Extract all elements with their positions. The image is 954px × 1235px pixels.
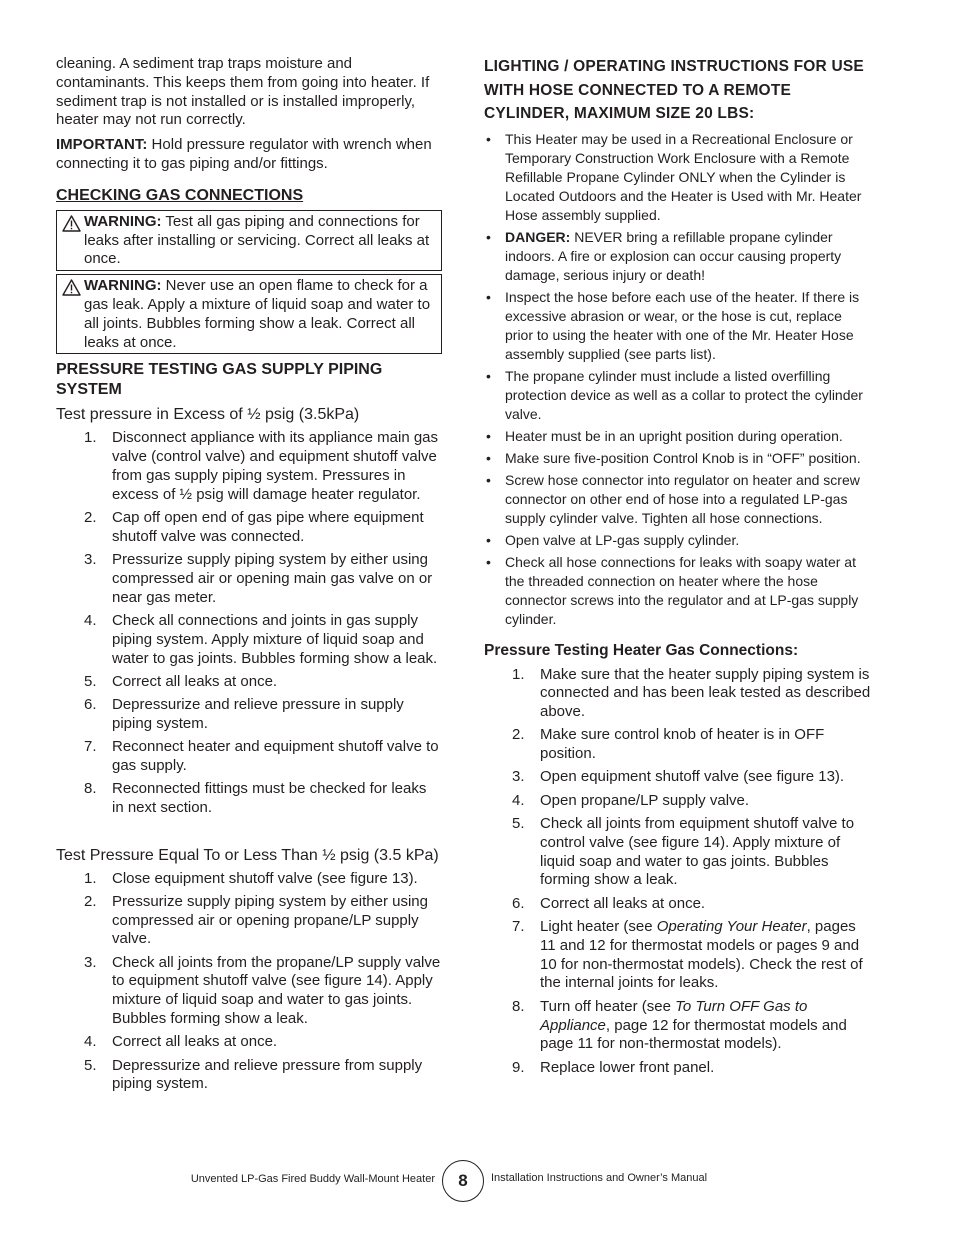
checking-heading: CHECKING GAS CONNECTIONS xyxy=(56,186,304,204)
left-column xyxy=(56,55,442,1099)
list-item xyxy=(56,551,442,607)
step-text: Open propane/LP supply valve. xyxy=(540,791,750,809)
bullet-icon: • xyxy=(486,531,491,548)
warning-box-1 xyxy=(56,210,442,271)
right-column xyxy=(484,55,872,1082)
pressure-heater-heading: Pressure Testing Heater Gas Connections: xyxy=(484,641,799,659)
footer-left-text: Unvented LP-Gas Fired Buddy Wall-Mount Heater xyxy=(190,1173,435,1185)
list-item xyxy=(56,429,442,504)
step-text: Check all connections and joints in gas supply piping system. Apply mixture of liquid soap and water to gas joints. Bubbles forming show a leak. xyxy=(112,612,438,667)
step-text: Pressurize supply piping system by either using compressed air or opening propane/LP supply valve. xyxy=(112,892,428,948)
warning2-label: WARNING: xyxy=(84,277,162,295)
list-item xyxy=(484,367,872,424)
bullet-text: Make sure five-position Control Knob is in “OFF” position. xyxy=(505,449,861,466)
step-text: Close equipment shutoff valve (see figure 13). xyxy=(112,869,418,887)
step-text: Check all joints from the propane/LP supply valve to equipment shutoff valve (see figure 14). Apply mixture of liquid soap and water to gas joints. Bubbles forming show a leak. xyxy=(112,953,441,1028)
step-text: Light heater (see xyxy=(540,918,657,936)
list-item xyxy=(56,870,442,889)
step-text: Depressurize and relieve pressure from supply piping system. xyxy=(112,1056,423,1093)
list-item xyxy=(484,531,872,550)
step-number: 8. xyxy=(84,780,97,798)
warning1-label: WARNING: xyxy=(84,212,162,230)
bullet-icon: • xyxy=(486,427,491,444)
list-item xyxy=(484,815,872,890)
list-item xyxy=(484,666,872,722)
bullet-text: This Heater may be used in a Recreational Enclosure or Temporary Construction Work Enclosure with a Remote Refillable Propane Cylinder ONLY when the Cylinder is Located Outdoors and the Heater is Used with Mr. Heater Hose assembly supplied. xyxy=(505,130,862,223)
step-text: Correct all leaks at once. xyxy=(112,1033,278,1051)
warning-triangle-icon xyxy=(62,215,81,238)
step-number: 3. xyxy=(512,768,525,786)
step-number: 1. xyxy=(84,429,97,447)
list-item xyxy=(484,449,872,468)
step-number: 3. xyxy=(84,551,97,569)
equal-subheading: Test Pressure Equal To or Less Than ½ psig (3.5 kPa) xyxy=(56,846,439,864)
step-number: 4. xyxy=(512,791,525,809)
list-item xyxy=(56,954,442,1029)
step-number: 1. xyxy=(84,869,97,887)
bullet-icon: • xyxy=(486,288,491,305)
page-number: 8 xyxy=(442,1160,484,1202)
step-text: Make sure control knob of heater is in OFF position. xyxy=(540,726,825,763)
step-text: , pages 11 and 12 for thermostat models or pages 9 and 10 for non-thermostat models). Check the rest of the internal joints for leaks. xyxy=(540,918,863,992)
excess-steps-list xyxy=(56,429,442,818)
step-text: Correct all leaks at once. xyxy=(112,672,278,690)
step-number: 5. xyxy=(84,1056,97,1074)
list-item xyxy=(484,895,872,914)
important-label: IMPORTANT: xyxy=(56,136,148,154)
intro-paragraph: cleaning. A sediment trap traps moisture and contaminants. This keeps them from going into heater. If sediment trap is not installed or is installed improperly, heater may not run correctly. xyxy=(56,55,430,129)
warning1-text: Test all gas piping and connections for leaks after installing or servicing. Correct all leaks at once. xyxy=(84,212,430,268)
bullet-text: Screw hose connector into regulator on heater and screw connector on other end of hose into a regulated LP-gas supply cylinder valve. Tighten all hose connections. xyxy=(505,471,860,526)
step-text: , page 12 for thermostat models and page 11 for non-thermostat models). xyxy=(540,1016,847,1053)
lighting-bullet-list xyxy=(484,130,872,629)
step-number: 8. xyxy=(512,997,525,1015)
step-number: 4. xyxy=(84,1033,97,1051)
step-text: Check all joints from equipment shutoff valve to control valve (see figure 14). Apply mixture of liquid soap and water to gas joints. Bubbles forming show a leak. xyxy=(540,815,855,889)
step-number: 6. xyxy=(512,894,525,912)
list-item xyxy=(56,673,442,692)
step-text-italic: Operating Your Heater xyxy=(656,918,807,936)
step-text: Replace lower front panel. xyxy=(540,1058,715,1076)
step-text: Cap off open end of gas pipe where equipment shutoff valve was connected. xyxy=(112,509,424,545)
step-text: Pressurize supply piping system by either using compressed air or opening main gas valve on or near gas meter. xyxy=(112,551,433,606)
step-number: 9. xyxy=(512,1058,525,1076)
step-number: 2. xyxy=(84,892,97,910)
list-item xyxy=(56,696,442,734)
step-number: 2. xyxy=(84,509,97,527)
step-text-italic: To Turn OFF Gas to Appliance xyxy=(540,997,808,1034)
list-item xyxy=(56,893,442,949)
important-text: Hold pressure regulator with wrench when connecting it to gas piping and/or fittings. xyxy=(56,136,432,172)
footer-right-text: Installation Instructions and Owner’s Manual xyxy=(491,1172,708,1184)
list-item xyxy=(56,1057,442,1095)
list-item xyxy=(484,427,872,446)
bullet-text: Check all hose connections for leaks with soapy water at the threaded connection on heater where the hose connector screws into the regulator and at LP-gas supply cylinder. xyxy=(505,553,859,627)
step-text: Reconnected fittings must be checked for leaks in next section. xyxy=(112,780,427,817)
list-item xyxy=(56,1033,442,1052)
bullet-icon: • xyxy=(486,228,491,245)
bullet-icon: • xyxy=(486,471,491,488)
page-footer xyxy=(0,1160,954,1204)
step-number: 5. xyxy=(84,672,97,690)
step-text: Correct all leaks at once. xyxy=(540,894,706,912)
step-number: 7. xyxy=(512,918,525,936)
list-item xyxy=(484,553,872,629)
pressure-testing-heading: PRESSURE TESTING GAS SUPPLY PIPING SYSTEM xyxy=(56,361,383,399)
step-number: 4. xyxy=(84,612,97,630)
bullet-label: DANGER: xyxy=(505,228,571,245)
excess-subheading: Test pressure in Excess of ½ psig (3.5kPa) xyxy=(56,406,360,424)
step-text: Open equipment shutoff valve (see figure 13). xyxy=(540,768,845,786)
list-item xyxy=(484,768,872,787)
list-item xyxy=(484,918,872,993)
step-text: Depressurize and relieve pressure in supply piping system. xyxy=(112,696,404,733)
equal-steps-list xyxy=(56,870,442,1095)
bullet-text: Inspect the hose before each use of the heater. If there is excessive abrasion or wear, or the hose is cut, replace prior to using the heater with one of the Mr. Heater Hose assembly supplied (see parts list). xyxy=(505,288,860,362)
warning-triangle-icon xyxy=(62,279,81,302)
bullet-icon: • xyxy=(486,553,491,570)
pressure-heater-steps-list xyxy=(484,666,872,1078)
list-item xyxy=(56,612,442,668)
list-item xyxy=(484,228,872,285)
bullet-text: Heater must be in an upright position during operation. xyxy=(505,427,843,444)
step-number: 6. xyxy=(84,696,97,714)
step-text: Make sure that the heater supply piping system is connected and has been leak tested as described above. xyxy=(540,665,871,721)
bullet-text: Open valve at LP-gas supply cylinder. xyxy=(505,531,740,548)
step-number: 3. xyxy=(84,953,97,971)
bullet-icon: • xyxy=(486,130,491,147)
lighting-heading: LIGHTING / OPERATING INSTRUCTIONS FOR USE WITH HOSE CONNECTED TO A REMOTE CYLINDER, MAXIMUM SIZE 20 LBS: xyxy=(484,58,864,122)
bullet-text: The propane cylinder must include a listed overfilling protection device as well as a collar to protect the cylinder valve. xyxy=(505,367,863,422)
list-item xyxy=(484,1059,872,1078)
step-text: Reconnect heater and equipment shutoff valve to gas supply. xyxy=(112,738,439,775)
bullet-icon: • xyxy=(486,367,491,384)
list-item xyxy=(56,780,442,818)
step-number: 5. xyxy=(512,815,525,833)
list-item xyxy=(484,130,872,225)
list-item xyxy=(484,792,872,811)
bullet-text: NEVER bring a refillable propane cylinder indoors. A fire or explosion can occur causing property damage, serious injury or death! xyxy=(505,228,842,283)
step-text: Turn off heater (see xyxy=(540,997,676,1015)
step-number: 2. xyxy=(512,726,525,744)
list-item xyxy=(484,998,872,1054)
list-item xyxy=(484,726,872,764)
warning-box-2 xyxy=(56,274,442,354)
list-item xyxy=(56,738,442,776)
important-note xyxy=(56,136,442,174)
list-item xyxy=(56,509,442,547)
list-item xyxy=(484,288,872,364)
bullet-icon: • xyxy=(486,449,491,466)
warning2-text: Never use an open flame to check for a gas leak. Apply a mixture of liquid soap and water to all joints. Bubbles forming show a leak. Correct all leaks at once. xyxy=(84,277,431,351)
step-number: 1. xyxy=(512,665,525,683)
list-item xyxy=(484,471,872,528)
step-text: Disconnect appliance with its appliance main gas valve (control valve) and equipment shutoff valve from gas supply piping system. Pressures in excess of ½ psig will damage heater regulator. xyxy=(112,429,439,503)
step-number: 7. xyxy=(84,738,97,756)
